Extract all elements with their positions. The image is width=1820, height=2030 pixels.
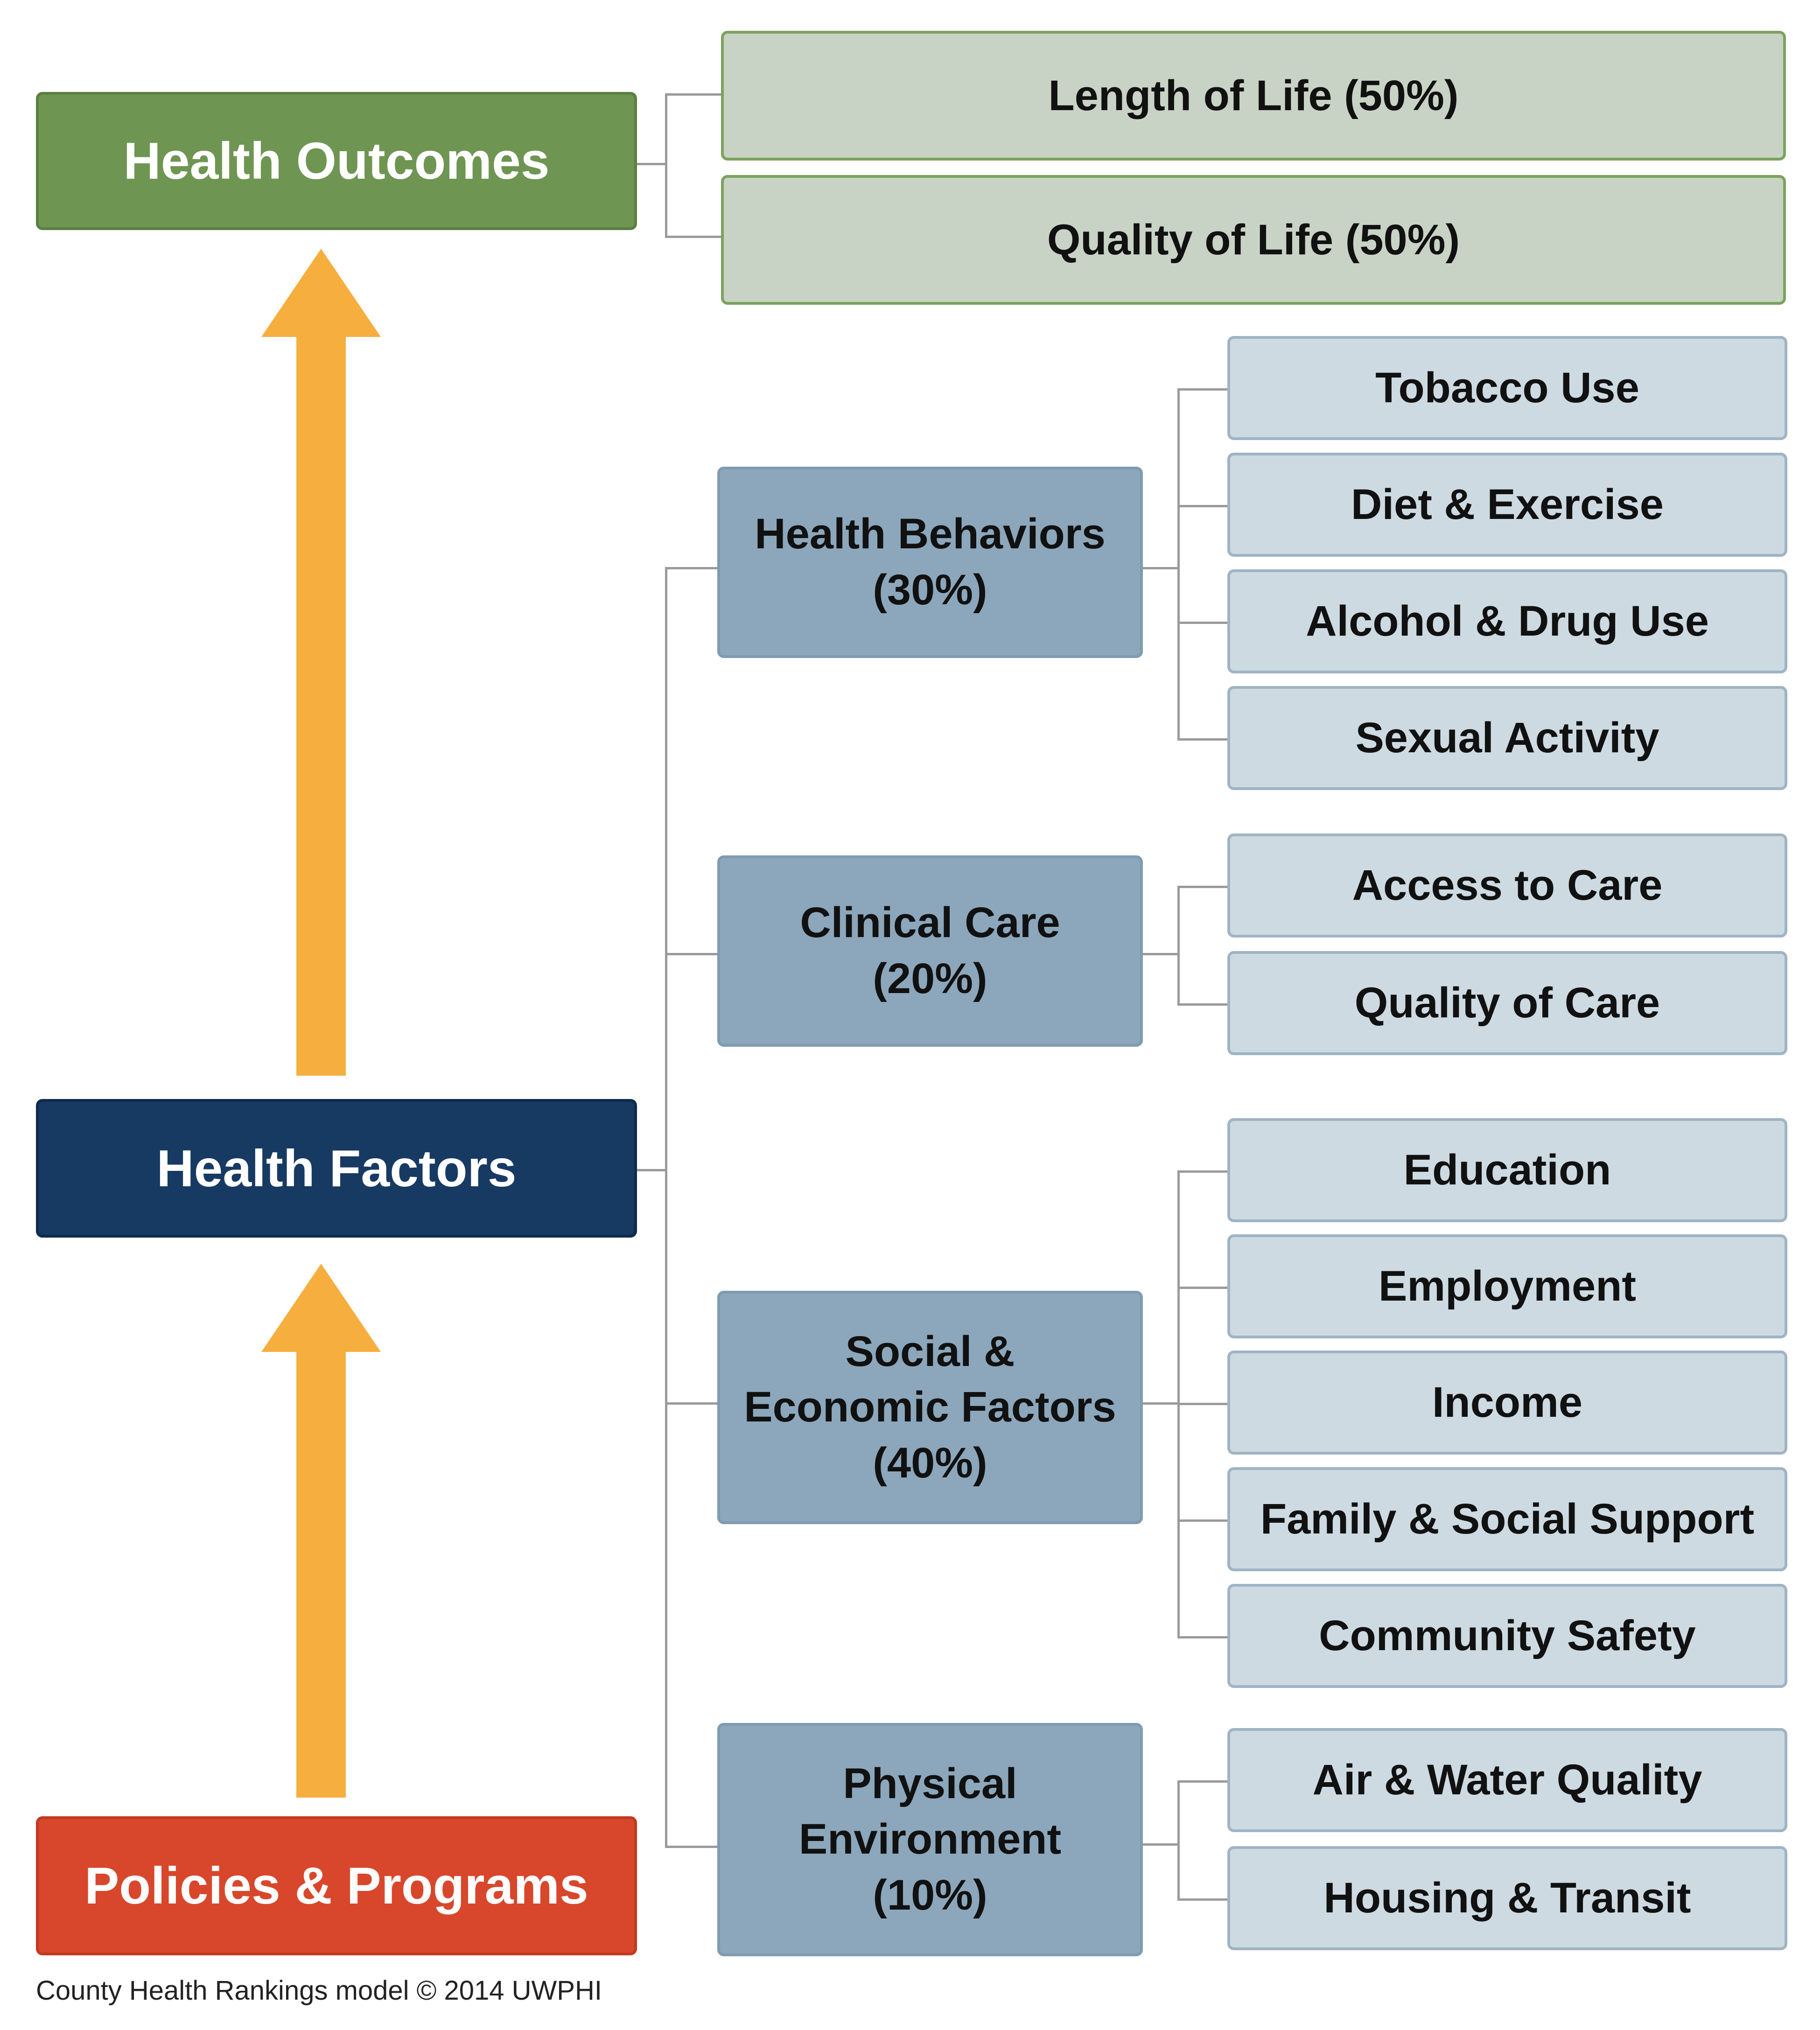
clinical-care-box bbox=[717, 855, 1143, 1047]
connector bbox=[1177, 1003, 1227, 1006]
connector bbox=[665, 93, 667, 238]
policies-programs-box bbox=[36, 1816, 637, 1955]
connector bbox=[1177, 886, 1180, 1006]
connector bbox=[1177, 388, 1227, 391]
sub-item-label: Sexual Activity bbox=[1355, 714, 1659, 762]
connector bbox=[1143, 953, 1177, 955]
up-arrow-upper bbox=[261, 249, 381, 1076]
connector bbox=[1177, 1898, 1227, 1901]
category-weight: (20%) bbox=[873, 955, 987, 1002]
tobacco-use-box bbox=[1227, 336, 1787, 440]
sub-item-label: Alcohol & Drug Use bbox=[1306, 597, 1709, 645]
outcome-item-label: Length of Life (50%) bbox=[1048, 71, 1459, 119]
connector bbox=[1177, 505, 1227, 507]
connector bbox=[1177, 1287, 1227, 1289]
employment-box bbox=[1227, 1234, 1787, 1338]
category-name-line1: Social & bbox=[845, 1327, 1015, 1375]
sub-item-label: Employment bbox=[1378, 1262, 1637, 1310]
sub-item-label: Access to Care bbox=[1352, 861, 1663, 909]
connector bbox=[665, 567, 717, 569]
sub-item-label: Air & Water Quality bbox=[1312, 1756, 1702, 1804]
length-of-life-box bbox=[721, 31, 1786, 161]
connector bbox=[1177, 388, 1180, 741]
category-weight: (30%) bbox=[873, 566, 987, 614]
connector bbox=[665, 236, 721, 238]
diet-exercise-box bbox=[1227, 453, 1787, 557]
sub-item-label: Income bbox=[1432, 1379, 1583, 1426]
income-box bbox=[1227, 1351, 1787, 1455]
category-name: Clinical Care bbox=[800, 899, 1060, 947]
education-box bbox=[1227, 1118, 1787, 1222]
connector bbox=[665, 93, 721, 96]
connector bbox=[1177, 738, 1227, 741]
sub-item-label: Education bbox=[1403, 1146, 1611, 1194]
category-name: Environment bbox=[798, 1815, 1062, 1863]
health-outcomes-box bbox=[36, 92, 637, 230]
connector bbox=[1177, 1780, 1227, 1783]
quality-of-care-box bbox=[1227, 951, 1787, 1055]
category-name-line1: Physical bbox=[843, 1759, 1017, 1807]
connector bbox=[665, 567, 667, 1848]
policies-programs-label: Policies & Programs bbox=[84, 1857, 588, 1915]
sub-item-label: Quality of Care bbox=[1354, 979, 1660, 1027]
category-weight: (40%) bbox=[873, 1439, 987, 1487]
family-social-support-box bbox=[1227, 1467, 1787, 1571]
health-outcomes-label: Health Outcomes bbox=[123, 132, 550, 190]
connector bbox=[665, 1402, 717, 1405]
connector bbox=[1177, 1403, 1227, 1405]
connector bbox=[1177, 1170, 1227, 1173]
sexual-activity-box bbox=[1227, 686, 1787, 790]
category-name: Health Behaviors bbox=[755, 510, 1106, 558]
sub-item-label: Family & Social Support bbox=[1260, 1495, 1755, 1543]
connector bbox=[665, 1846, 717, 1848]
category-weight: (10%) bbox=[873, 1871, 987, 1919]
connector bbox=[1143, 567, 1177, 569]
health-factors-box bbox=[36, 1099, 637, 1238]
health-behaviors-box bbox=[717, 467, 1143, 658]
outcome-item-label: Quality of Life (50%) bbox=[1047, 216, 1460, 264]
sub-item-label: Diet & Exercise bbox=[1351, 481, 1664, 528]
quality-of-life-box bbox=[721, 175, 1786, 305]
sub-item-label: Tobacco Use bbox=[1375, 364, 1639, 412]
sub-item-label: Community Safety bbox=[1319, 1612, 1696, 1659]
community-safety-box bbox=[1227, 1584, 1787, 1688]
air-water-quality-box bbox=[1227, 1728, 1787, 1832]
connector bbox=[1177, 886, 1227, 888]
connector bbox=[1177, 1519, 1227, 1522]
alcohol-drug-use-box bbox=[1227, 569, 1787, 673]
connector bbox=[637, 163, 665, 165]
connector bbox=[1177, 1780, 1180, 1901]
connector bbox=[1177, 1636, 1227, 1638]
connector bbox=[1143, 1402, 1177, 1405]
housing-transit-box bbox=[1227, 1846, 1787, 1950]
connector bbox=[665, 953, 717, 955]
category-name: Economic Factors bbox=[744, 1383, 1116, 1431]
connector bbox=[1143, 1843, 1177, 1846]
connector bbox=[1177, 622, 1227, 624]
health-factors-label: Health Factors bbox=[156, 1139, 517, 1197]
physical-environment-box bbox=[717, 1723, 1143, 1956]
connector bbox=[637, 1169, 665, 1171]
access-to-care-box bbox=[1227, 833, 1787, 938]
social-economic-factors-box bbox=[717, 1291, 1143, 1524]
sub-item-label: Housing & Transit bbox=[1323, 1874, 1691, 1922]
copyright-footer: County Health Rankings model © 2014 UWPHI bbox=[36, 1975, 602, 2006]
up-arrow-lower bbox=[261, 1264, 381, 1798]
